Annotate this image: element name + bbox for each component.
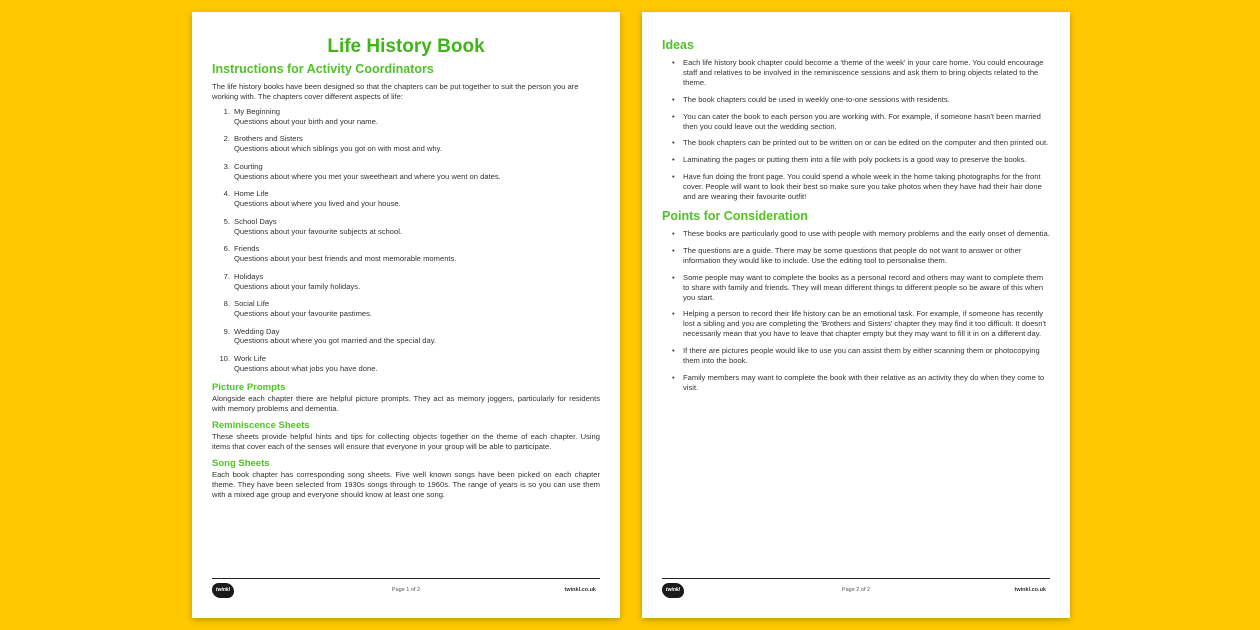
song-sheets-text: Each book chapter has corresponding song sheets. Five well known songs have been picked on each chapter theme. They have been selected from 1930s songs through to 1960s. The range of years is so you can use them with a mixed age group and everyone should know at least one song.: [212, 469, 600, 499]
list-item: • These books are particularly good to use with people with memory problems and the early onset of dementia.: [672, 229, 1050, 239]
ideas-list: [672, 58, 1050, 202]
list-item: 8. Social Life Questions about your favourite pastimes.: [223, 299, 373, 318]
list-item: • The book chapters could be used in weekly one-to-one sessions with residents.: [672, 95, 1050, 105]
twinkl-logo-icon: twinkl: [212, 583, 234, 598]
reminiscence-text: These sheets provide helpful hints and tips for collecting objects together on the theme of each chapter. Using items that cover each of the senses will ensure that everyone in your group will be able to participate.: [212, 431, 600, 451]
points-heading: Points for Consideration: [662, 208, 808, 223]
list-item: 9. Wedding Day Questions about where you got married and the special day.: [223, 326, 437, 346]
list-item: 7. Holidays Questions about your family holidays.: [223, 271, 361, 291]
list-item: • Each life history book chapter could become a 'theme of the week' in your care home. You could encourage staff and relatives to be involved in the reminiscence sessions and ask them to bring objects related to the theme.: [672, 58, 1050, 88]
list-item: • Some people may want to complete the books as a personal record and others may want to complete them to share with family and friends. They will mean different things to different people so be aware of this when you start.: [672, 273, 1050, 303]
ideas-heading: Ideas: [662, 38, 694, 52]
instructions-heading: Instructions for Activity Coordinators: [212, 62, 434, 76]
list-item: 4. Home Life Questions about where you lived and your house.: [223, 189, 401, 209]
list-item: 1. My Beginning Questions about your birth and your name.: [223, 107, 378, 126]
page-number: Page 2 of 2: [841, 587, 871, 593]
document-title: Life History Book: [327, 36, 485, 57]
list-item: • The book chapters can be printed out to be written on or can be edited on the computer and then printed out.: [672, 138, 1050, 148]
page-number: Page 1 of 2: [391, 587, 421, 593]
twinkl-logo-icon: twinkl: [662, 583, 684, 598]
list-item: • Laminating the pages or putting them into a file with poly pockets is a good way to preserve the books.: [672, 155, 1050, 165]
picture-prompts-text: Alongside each chapter there are helpful picture prompts. They act as memory joggers, particularly for residents with memory problems and dementia.: [212, 393, 600, 413]
page-footer: [662, 578, 1050, 600]
reminiscence-heading: Reminiscence Sheets: [212, 419, 310, 431]
list-item: • The questions are a guide. There may be some questions that people do not want to answer or other information they would like to include. Use the editing tool to personalise them.: [672, 246, 1050, 266]
picture-prompts-heading: Picture Prompts: [212, 381, 286, 393]
list-item: 2. Brothers and Sisters Questions about which siblings you got on with most and why.: [223, 134, 442, 154]
list-item: 5. School Days Questions about your favourite subjects at school.: [223, 216, 403, 236]
document-page-2: [642, 12, 1070, 618]
site-url: twinkl.co.uk: [1014, 587, 1046, 593]
chapter-list: [212, 107, 600, 374]
page-footer: [212, 578, 600, 600]
list-item: • Helping a person to record their life history can be an emotional task. For example, if someone has recently lost a sibling and you are completing the 'Brothers and Sisters' chapter they may find it too difficult. It doesn't necessarily mean that you have to leave that chapter empty but they may want to fill it in on a different day.: [672, 309, 1050, 339]
list-item: • Have fun doing the front page. You could spend a whole week in the home taking photographs for the front cover. People will want to look their best so make sure you take photos when they have had their hair done and are wearing their favourite outfit!: [672, 172, 1050, 202]
intro-paragraph: The life history books have been designed so that the chapters can be put together to suit the person you are working with. The chapters cover different aspects of life:: [212, 82, 579, 101]
list-item: • You can cater the book to each person you are working with. For example, if someone hasn't been married then you could leave out the wedding section.: [672, 112, 1050, 132]
list-item: • If there are pictures people would like to use you can assist them by either scanning them or photocopying them into the book.: [672, 346, 1050, 366]
list-item: 3. Courting Questions about where you met your sweetheart and where you went on dates.: [223, 161, 501, 181]
list-item: 10. Work Life Questions about what jobs you have done.: [219, 354, 378, 373]
list-item: • Family members may want to complete the book with their relative as an activity they do when they come to visit.: [672, 373, 1050, 393]
document-page-1: [192, 12, 620, 618]
song-sheets-heading: Song Sheets: [212, 457, 270, 469]
list-item: 6. Friends Questions about your best friends and most memorable moments.: [223, 244, 457, 264]
site-url: twinkl.co.uk: [564, 587, 596, 593]
points-list: [672, 229, 1050, 393]
